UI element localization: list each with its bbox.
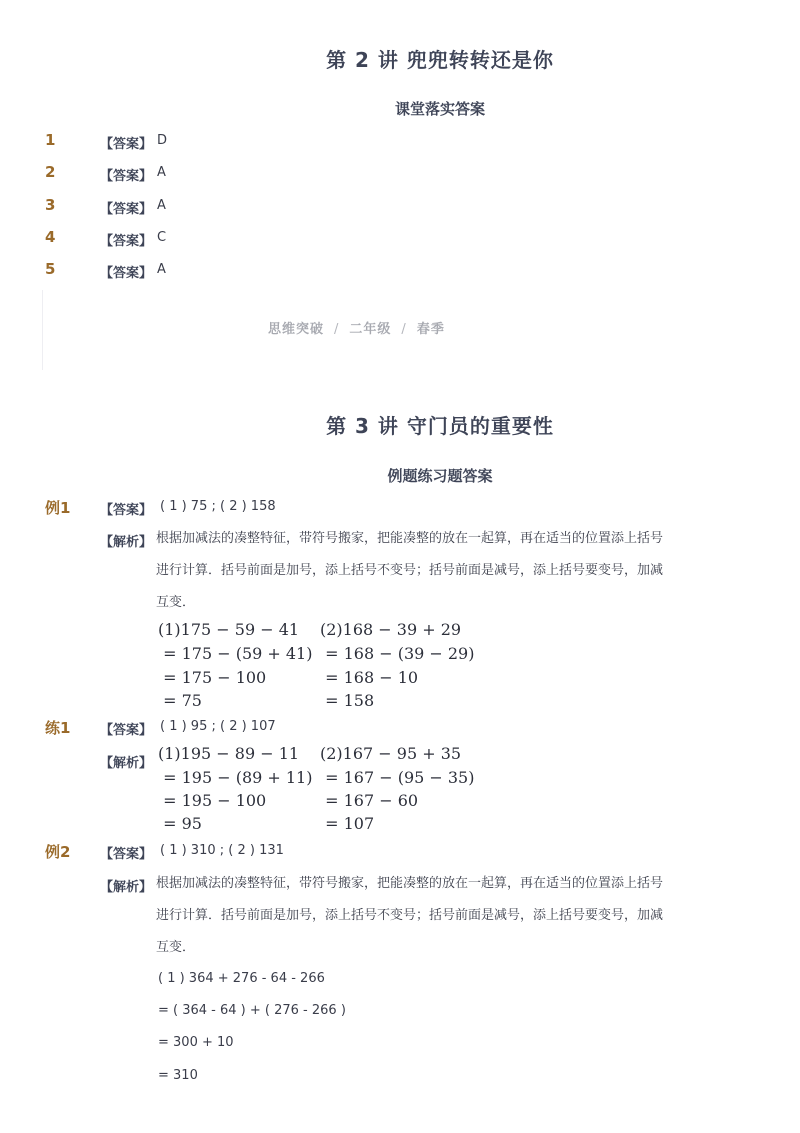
footer-term: 春季 [416,322,445,337]
answer-tag: 【答案】 [100,266,153,281]
analysis-text: 进行计算．括号前面是加号，添上括号不变号；括号前面是减号，添上括号要变号，加减 [156,908,664,923]
answer-value: ( 1 ) 75 ; ( 2 ) 158 [160,499,276,514]
math-line: (2)168 − 39 + 29 [320,620,462,639]
math-line: = 75 [158,691,202,710]
math-line: (2)167 − 95 + 35 [320,744,462,763]
answer-value: A [157,165,166,180]
math-line: = 195 − 100 [158,791,267,810]
calc-step: = 300 + 10 [158,1035,234,1050]
practice-number: 练1 [45,719,71,737]
lesson3-title: 第 3 讲 守门员的重要性 [326,414,554,438]
math-line: = 175 − (59 + 41) [158,644,313,663]
page-footer [268,318,445,337]
math-line: = 168 − (39 − 29) [320,644,475,663]
analysis-tag: 【解析】 [100,880,153,895]
math-line: = 168 − 10 [320,668,419,687]
calc-step: = 310 [158,1068,198,1083]
analysis-text: 互变． [156,940,196,955]
answer-number: 1 [45,131,56,149]
analysis-text: 根据加减法的凑整特征，带符号搬家，把能凑整的放在一起算，再在适当的位置添上括号 [156,531,664,546]
math-line: (1)175 − 59 − 41 [158,620,300,639]
answer-value: A [157,262,166,277]
footer-brand: 思维突破 [268,322,325,337]
analysis-text: 根据加减法的凑整特征，带符号搬家，把能凑整的放在一起算，再在适当的位置添上括号 [156,876,664,891]
answer-number: 4 [45,228,56,246]
analysis-text: 互变． [156,595,196,610]
analysis-tag: 【解析】 [100,535,153,550]
footer-separator: / [334,322,340,337]
answer-tag: 【答案】 [100,723,153,738]
answer-tag: 【答案】 [100,847,153,862]
math-line: = 167 − (95 − 35) [320,768,475,787]
analysis-tag: 【解析】 [100,756,153,771]
example-number: 例2 [45,843,71,861]
answer-value: C [157,230,167,245]
footer-separator: / [401,322,407,337]
calc-step: = ( 364 - 64 ) + ( 276 - 266 ) [158,1003,346,1018]
answer-number: 5 [45,260,56,278]
lesson2-title: 第 2 讲 兜兜转转还是你 [326,48,554,72]
math-line: (1)195 − 89 − 11 [158,744,300,763]
answer-tag: 【答案】 [100,234,153,249]
answer-value: D [157,133,168,148]
analysis-text: 进行计算．括号前面是加号，添上括号不变号；括号前面是减号，添上括号要变号，加减 [156,563,664,578]
answer-tag: 【答案】 [100,169,153,184]
answer-tag: 【答案】 [100,202,153,217]
math-line: = 195 − (89 + 11) [158,768,313,787]
math-line: = 107 [320,814,375,833]
answer-value: A [157,198,166,213]
math-line: = 175 − 100 [158,668,267,687]
lesson2-section-title: 课堂落实答案 [394,100,485,118]
calc-step: ( 1 ) 364 + 276 - 64 - 266 [158,971,325,986]
answer-number: 3 [45,196,56,214]
answer-value: ( 1 ) 310 ; ( 2 ) 131 [160,843,284,858]
footer-grade: 二年级 [349,322,392,337]
answer-tag: 【答案】 [100,137,153,152]
math-line: = 158 [320,691,375,710]
margin-divider [42,290,43,370]
answer-value: ( 1 ) 95 ; ( 2 ) 107 [160,719,276,734]
math-line: = 167 − 60 [320,791,419,810]
math-line: = 95 [158,814,202,833]
lesson3-section-title: 例题练习题答案 [387,467,493,485]
answer-tag: 【答案】 [100,503,153,518]
example-number: 例1 [45,499,71,517]
answer-number: 2 [45,163,56,181]
